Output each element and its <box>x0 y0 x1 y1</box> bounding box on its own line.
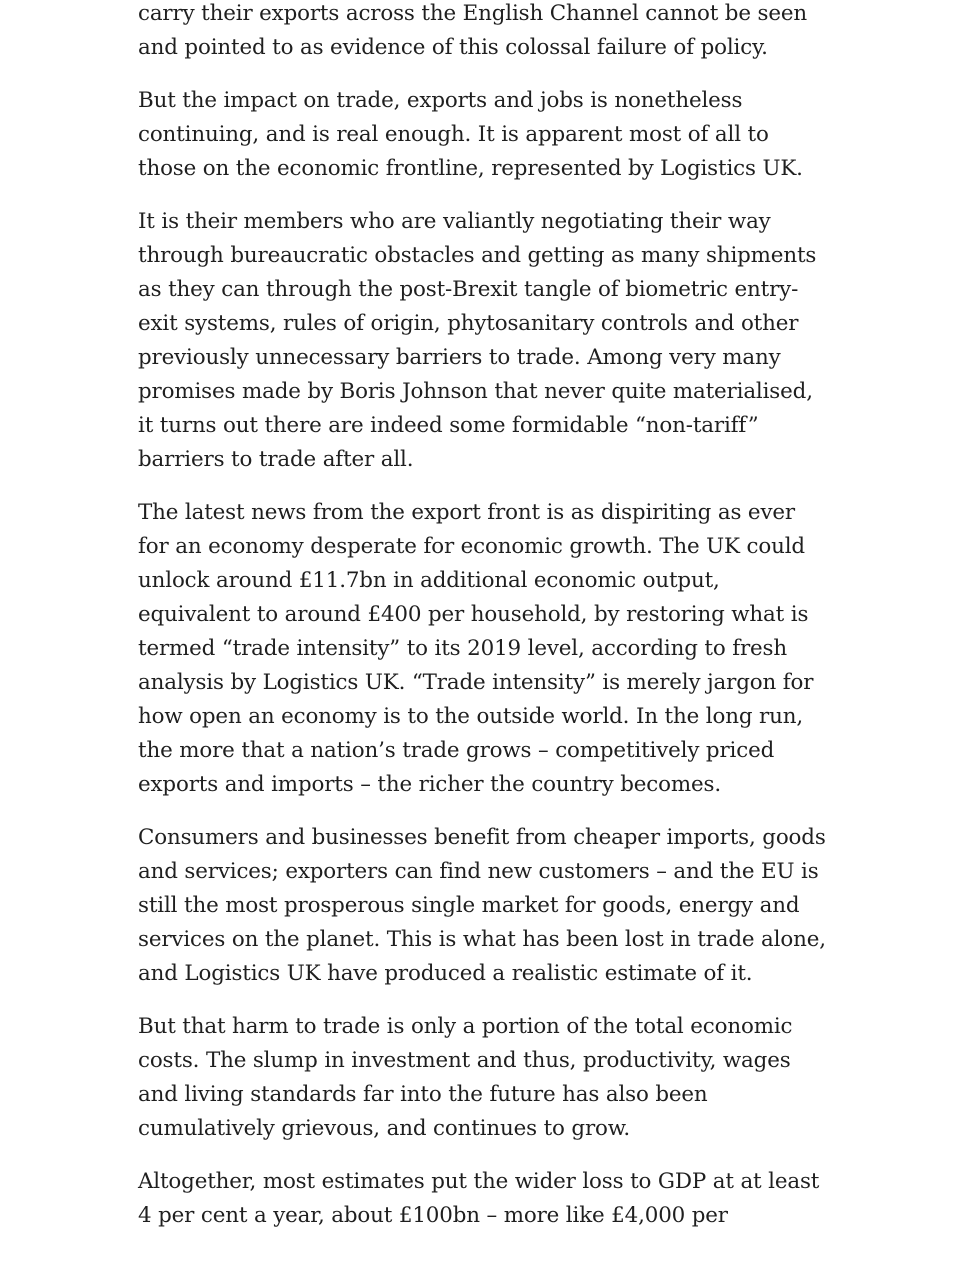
article-body <box>138 0 828 1252</box>
article-paragraph: But the impact on trade, exports and jobs is nonetheless continuing, and is real enough. It is apparent most of all to those on the economic frontline, represented by Logistics UK. <box>138 88 803 181</box>
article-paragraph: carry their exports across the English Channel cannot be seen and pointed to as evidence of this colossal failure of policy. <box>138 1 807 60</box>
article-paragraph: The latest news from the export front is as dispiriting as ever for an economy desperate for economic growth. The UK could unlock around £11.7bn in additional economic output, equivalent to around £400 per household, by restoring what is termed “trade intensity” to its 2019 level, according to fresh analysis by Logistics UK. “Trade intensity” is merely jargon for how open an economy is to the outside world. In the long run, the more that a nation’s trade grows – competitively priced exports and imports – the richer the country becomes. <box>138 500 814 797</box>
article-paragraph: Consumers and businesses benefit from cheaper imports, goods and services; exporters can find new customers – and the EU is still the most prosperous single market for goods, energy and services on the planet. This is what has been lost in trade alone, and Logistics UK have produced a realistic estimate of it. <box>138 825 826 986</box>
article-paragraph: But that harm to trade is only a portion of the total economic costs. The slump in investment and thus, productivity, wages and living standards far into the future has also been cumulatively grievous, and continues to grow. <box>138 1014 793 1141</box>
article-paragraph: Altogether, most estimates put the wider loss to GDP at at least 4 per cent a year, about £100bn – more like £4,000 per <box>138 1169 820 1228</box>
article-paragraph: It is their members who are valiantly negotiating their way through bureaucratic obstacles and getting as many shipments as they can through the post-Brexit tangle of biometric entry-exit systems, rules of origin, phytosanitary controls and other previously unnecessary barriers to trade. Among very many promises made by Boris Johnson that never quite materialised, it turns out there are indeed some formidable “non-tariff” barriers to trade after all. <box>138 209 817 472</box>
